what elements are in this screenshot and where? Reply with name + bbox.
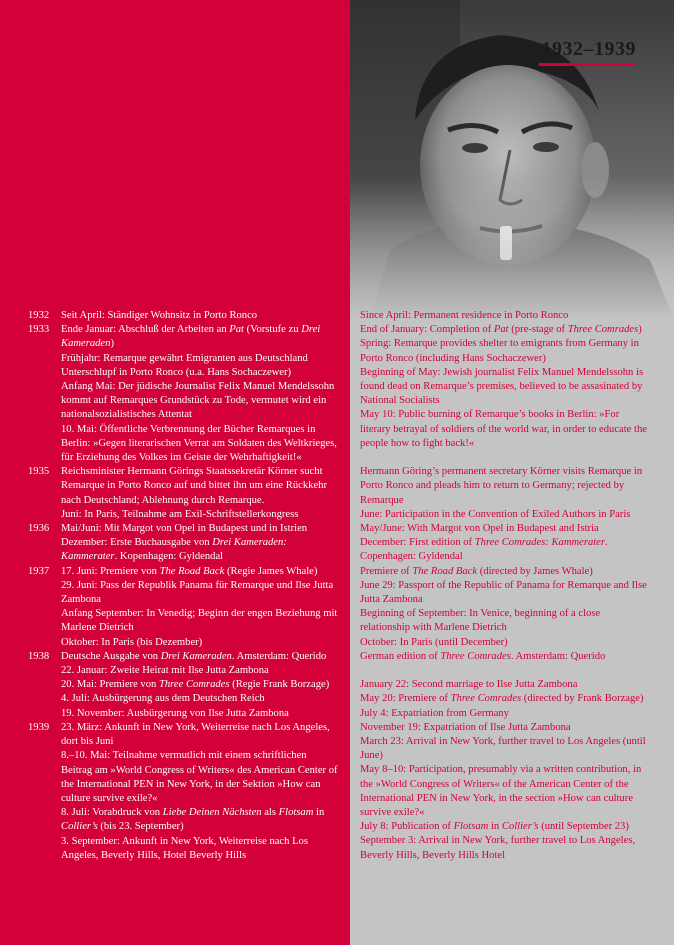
timeline-text: 29. Juni: Pass der Republik Panama für Remarque und Ilse Jutta Zambona [61, 579, 334, 606]
timeline-year: 1932 [28, 310, 50, 321]
timeline-entry-de [28, 309, 340, 323]
timeline-year: 1933 [28, 324, 50, 336]
spacer [360, 664, 650, 678]
timeline-text: Anfang Mai: Der jüdische Journalist Felix Manuel Mendelssohn kommt auf Remarques Grundstück zu Tode, vermutet wird ein nationalsozialistisches Attentat [61, 381, 335, 421]
timeline-text: 4. Juli: Ausbürgerung aus dem Deutschen Reich [61, 693, 265, 705]
timeline-text: Frühjahr: Remarque gewährt Emigranten aus Deutschland Unterschlupf in Porto Ronco (u.a. Hans Sochaczewer) [61, 352, 308, 378]
timeline-entry-de [28, 707, 340, 721]
timeline-entry-en: March 23: Arrival in New York, further travel to Los Angeles (until June) [360, 736, 646, 762]
timeline-entry-de [28, 352, 340, 380]
timeline-entry-de [28, 465, 340, 508]
timeline-entry-de [28, 721, 340, 749]
timeline-entry-en: Premiere of The Road Back (directed by James Whale) [360, 565, 593, 577]
timeline-text: Dezember: Erste Buchausgabe von Drei Kameraden: Kammerater. Kopenhagen: Gyldendal [61, 537, 287, 563]
timeline-entry-de [28, 692, 340, 706]
timeline-text: 19. November: Ausbürgerung von Ilse Jutta Zambona [61, 707, 289, 719]
timeline-year: 1938 [28, 650, 50, 662]
timeline-entry-en: Spring: Remarque provides shelter to emigrants from Germany in Porto Ronco (including Hans Sochaczewer) [360, 338, 639, 364]
timeline-entry-de [28, 508, 340, 522]
timeline-entry-en: September 3: Arrival in New York, further travel to Los Angeles, Beverly Hills, Beverly Hills Hotel [360, 835, 636, 861]
timeline-text: 3. September: Ankunft in New York, Weiterreise nach Los Angeles, Beverly Hills, Hotel Beverly Hills [61, 835, 308, 861]
timeline-entry-en: July 8: Publication of Flotsam in Collier’s (until September 23) [360, 821, 629, 833]
timeline-year: 1936 [28, 523, 50, 535]
timeline-entry-en: May 10: Public burning of Remarque’s books in Berlin: »For literary betrayal of soldiers of the world war, in order to educate the people how to fight back!« [360, 409, 647, 449]
timeline-english [360, 309, 650, 863]
timeline-year: 1937 [28, 565, 50, 577]
timeline-entry-en: German edition of Three Comrades. Amsterdam: Querido [360, 650, 606, 662]
timeline-entry-de [28, 536, 340, 564]
timeline-entry-de [28, 664, 340, 678]
timeline-entry-en: End of January: Completion of Pat (pre-stage of Three Comrades) [360, 324, 642, 336]
timeline-text: 10. Mai: Öffentliche Verbrennung der Bücher Remarques in Berlin: »Gegen literarischen Verrat am Soldaten des Weltkrieges, für Erziehung des Volkes im Geiste der Wehrhaftigkeit!« [61, 423, 337, 464]
timeline-year: 1939 [28, 721, 50, 733]
timeline-entry-de [28, 423, 340, 466]
timeline-entry-en: January 22: Second marriage to Ilse Jutta Zambona [360, 679, 578, 691]
timeline-text: 20. Mai: Premiere von Three Comrades (Regie Frank Borzage) [61, 679, 330, 691]
timeline-entry-de [28, 579, 340, 607]
timeline-text: 23. März: Ankunft in New York, Weiterreise nach Los Angeles, dort bis Juni [61, 721, 330, 748]
timeline-text: 17. Juni: Premiere von The Road Back (Regie James Whale) [61, 565, 318, 577]
timeline-entry-de [28, 749, 340, 806]
timeline-entry-de [28, 806, 340, 834]
timeline-entry-de [28, 380, 340, 423]
timeline-entry-de [28, 650, 340, 664]
timeline-entry-en: Since April: Permanent residence in Porto Ronco [360, 310, 569, 321]
timeline-text: 22. Januar: Zweite Heirat mit Ilse Jutta Zambona [61, 665, 269, 677]
spacer [360, 451, 650, 465]
timeline-entry-en: May 8–10: Participation, presumably via a written contribution, in the »World Congress of Writers« of the American Center of the International PEN in New York, in the section »How can culture survive exile?« [360, 764, 642, 819]
timeline-entry-en: June: Participation in the Convention of Exiled Authors in Paris [360, 508, 631, 520]
timeline-entry-en: Beginning of May: Jewish journalist Felix Manuel Mendelssohn is found dead on Remarque’s premises, believed to be assasinated by National Socialists [360, 366, 644, 407]
timeline-entry-en: July 4: Expatriation from Germany [360, 707, 509, 719]
timeline-year: 1935 [28, 466, 50, 478]
timeline-entry-de [28, 607, 340, 635]
timeline-text: Oktober: In Paris (bis Dezember) [61, 636, 203, 648]
timeline-entry-de [28, 565, 340, 579]
timeline-entry-en: May/June: With Margot von Opel in Budapest and Istria [360, 523, 599, 535]
timeline-text: Juni: In Paris, Teilnahme am Exil-Schriftstellerkongress [61, 508, 299, 520]
page-title: 1932–1939 [541, 38, 636, 60]
timeline-text: Deutsche Ausgabe von Drei Kameraden. Amsterdam: Querido [61, 650, 327, 662]
timeline-entry-de [28, 678, 340, 692]
timeline-entry-en: November 19: Expatriation of Ilse Jutta Zambona [360, 721, 571, 733]
timeline-text: Ende Januar: Abschluß der Arbeiten an Pat (Vorstufe zu Drei Kameraden) [61, 324, 321, 350]
timeline-text: Mai/Juni: Mit Margot von Opel in Budapest und in Istrien [61, 523, 308, 535]
timeline-text: Seit April: Ständiger Wohnsitz in Porto Ronco [61, 310, 258, 321]
timeline-entry-de [28, 522, 340, 536]
timeline-entry-en: Beginning of September: In Venice, beginning of a close relationship with Marlene Dietrich [360, 608, 601, 634]
timeline-entry-en: Hermann Göring’s permanent secretary Körner visits Remarque in Porto Ronco and pleads him to return to Germany; rejected by Remarque [360, 466, 643, 506]
timeline-entry-en: October: In Paris (until December) [360, 636, 508, 648]
timeline-entry-de [28, 636, 340, 650]
timeline-entry-en: May 20: Premiere of Three Comrades (directed by Frank Borzage) [360, 693, 644, 705]
timeline-text: Anfang September: In Venedig; Beginn der engen Beziehung mit Marlene Dietrich [61, 608, 338, 634]
timeline-entry-de [28, 835, 340, 863]
timeline-entry-en: December: First edition of Three Comrades: Kammerater. Copenhagen: Gyldendal [360, 537, 608, 563]
timeline-entry-de [28, 323, 340, 351]
timeline-text: 8. Juli: Vorabdruck von Liebe Deinen Nächsten als Flotsam in Collier’s (bis 23. September) [61, 807, 325, 833]
timeline-text: Reichsminister Hermann Görings Staatssekretär Körner sucht Remarque in Porto Ronco auf und bittet ihn um eine Rückkehr nach Deutschland; Ablehnung durch Remarque. [61, 466, 327, 506]
title-underline [539, 63, 636, 66]
timeline-text: 8.–10. Mai: Teilnahme vermutlich mit einem schriftlichen Beitrag am »World Congress of Writers« des American Center of the International PEN in New York, in der Sektion »How can culture survive exile?« [61, 750, 338, 804]
timeline-entry-en: June 29: Passport of the Republic of Panama for Remarque and Ilse Jutta Zambona [360, 579, 647, 606]
timeline-german [28, 309, 340, 863]
